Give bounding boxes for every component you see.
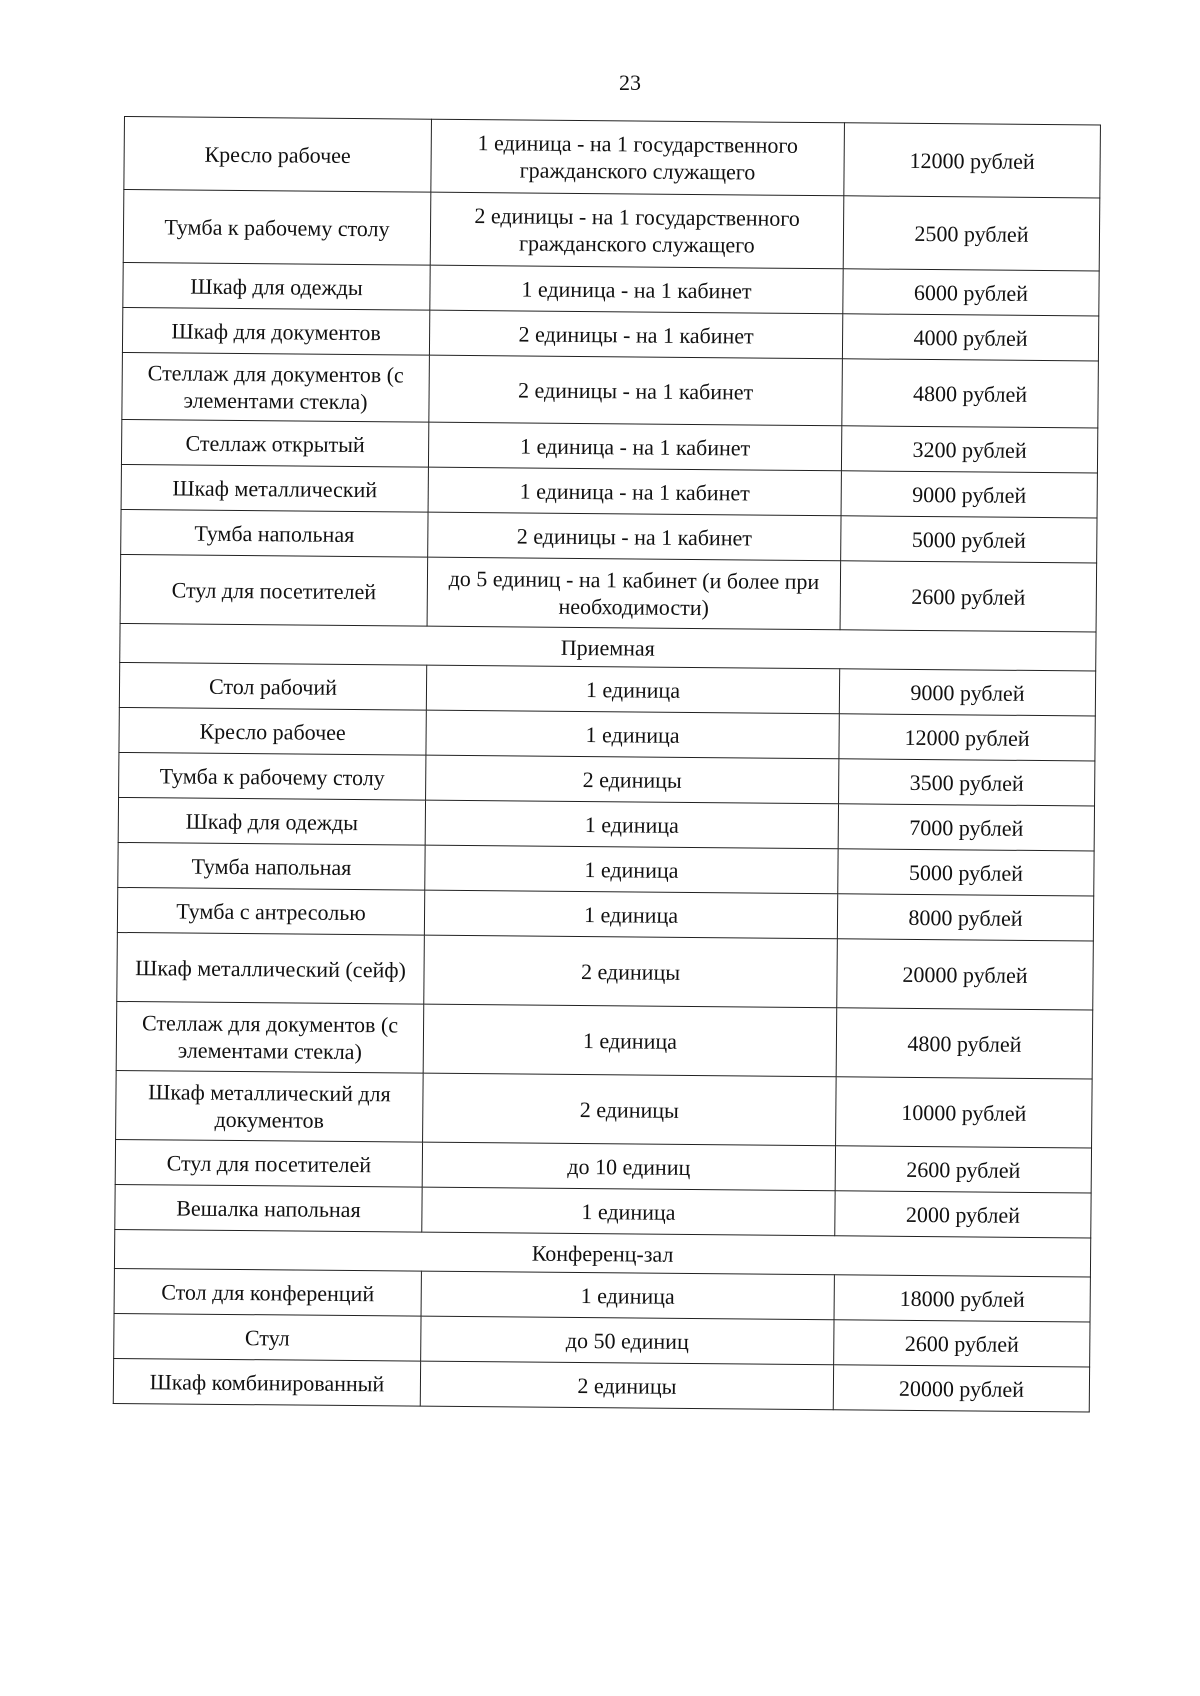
item-quantity-cell: до 50 единиц (421, 1316, 834, 1365)
item-quantity-cell: 1 единица (426, 710, 839, 759)
item-quantity-cell: 1 единица - на 1 кабинет (428, 422, 841, 471)
furniture-norms-table (113, 116, 1101, 1412)
item-quantity-cell: 1 единица (421, 1271, 834, 1320)
item-name-cell: Тумба к рабочему столу (123, 190, 431, 266)
item-price-cell: 10000 рублей (836, 1077, 1093, 1148)
item-quantity-cell: до 10 единиц (422, 1142, 835, 1191)
item-name-cell: Кресло рабочее (124, 117, 432, 193)
item-quantity-cell: 1 единица (424, 890, 837, 939)
table-body (113, 117, 1100, 1412)
section-heading: Приемная (120, 623, 1096, 671)
page-number: 23 (619, 70, 641, 95)
item-name-cell: Стол рабочий (119, 662, 426, 710)
item-name-cell: Тумба с антресолью (117, 887, 424, 935)
item-name-cell: Шкаф для одежды (118, 797, 425, 845)
item-name-cell: Шкаф металлический (121, 464, 428, 512)
item-price-cell: 3500 рублей (839, 759, 1095, 806)
item-quantity-cell: 1 единица - на 1 государственного гражданского служащего (431, 119, 845, 196)
item-price-cell: 18000 рублей (834, 1275, 1090, 1322)
item-price-cell: 9000 рублей (839, 669, 1095, 716)
item-quantity-cell: 2 единицы - на 1 кабинет (429, 355, 843, 426)
item-name-cell: Шкаф для документов (122, 307, 429, 355)
item-name-cell: Стул для посетителей (115, 1139, 422, 1187)
item-quantity-cell: 1 единица (422, 1187, 835, 1236)
item-name-cell: Стеллаж для документов (с элементами стекла) (122, 352, 430, 422)
item-price-cell: 5000 рублей (838, 849, 1094, 896)
item-price-cell: 3200 рублей (841, 426, 1097, 473)
item-price-cell: 20000 рублей (837, 939, 1094, 1010)
item-price-cell: 6000 рублей (843, 269, 1099, 316)
item-name-cell: Шкаф металлический для документов (116, 1070, 424, 1142)
item-price-cell: 9000 рублей (841, 471, 1097, 518)
item-quantity-cell: 2 единицы (423, 1073, 837, 1146)
item-name-cell: Шкаф для одежды (123, 262, 430, 310)
table-row (113, 1358, 1089, 1412)
item-price-cell: 4800 рублей (842, 359, 1099, 428)
item-price-cell: 12000 рублей (839, 714, 1095, 761)
item-price-cell: 2600 рублей (840, 561, 1097, 632)
item-quantity-cell: 2 единицы - на 1 государственного гражданского служащего (430, 192, 844, 269)
item-name-cell: Вешалка напольная (115, 1184, 422, 1232)
item-price-cell: 20000 рублей (833, 1365, 1089, 1412)
table-row (116, 1070, 1093, 1148)
section-heading: Конференц-зал (114, 1229, 1090, 1277)
item-price-cell: 12000 рублей (844, 123, 1101, 198)
table-row (123, 190, 1100, 272)
item-name-cell: Стул (114, 1313, 421, 1361)
item-quantity-cell: 1 единица - на 1 кабинет (428, 467, 841, 516)
item-quantity-cell: 1 единица (426, 665, 839, 714)
item-name-cell: Тумба напольная (121, 509, 428, 557)
item-name-cell: Шкаф металлический (сейф) (117, 932, 425, 1004)
table-row (117, 932, 1094, 1010)
item-name-cell: Кресло рабочее (119, 707, 426, 755)
item-price-cell: 2600 рублей (835, 1146, 1091, 1193)
item-price-cell: 2500 рублей (843, 196, 1100, 271)
item-name-cell: Стеллаж для документов (с элементами стекла) (116, 1001, 424, 1073)
item-quantity-cell: 2 единицы (420, 1361, 833, 1410)
item-price-cell: 8000 рублей (837, 894, 1093, 941)
item-name-cell: Тумба напольная (118, 842, 425, 890)
item-quantity-cell: 2 единицы - на 1 кабинет (428, 512, 841, 561)
item-quantity-cell: 1 единица - на 1 кабинет (430, 265, 843, 314)
item-quantity-cell: до 5 единиц - на 1 кабинет (и более при необходимости) (427, 557, 841, 630)
table-row (122, 352, 1099, 428)
item-quantity-cell: 1 единица (423, 1004, 837, 1077)
item-price-cell: 4000 рублей (842, 314, 1098, 361)
item-quantity-cell: 1 единица (425, 845, 838, 894)
item-quantity-cell: 2 единицы (424, 935, 838, 1008)
item-quantity-cell: 1 единица (425, 800, 838, 849)
item-price-cell: 2600 рублей (834, 1320, 1090, 1367)
item-price-cell: 5000 рублей (841, 516, 1097, 563)
item-price-cell: 7000 рублей (838, 804, 1094, 851)
item-price-cell: 2000 рублей (835, 1191, 1091, 1238)
table-row (120, 554, 1097, 632)
table-row (124, 117, 1101, 199)
item-name-cell: Стол для конференций (114, 1268, 421, 1316)
item-name-cell: Стул для посетителей (120, 554, 428, 626)
item-quantity-cell: 2 единицы - на 1 кабинет (429, 310, 842, 359)
item-quantity-cell: 2 единицы (426, 755, 839, 804)
table-row (116, 1001, 1093, 1079)
item-name-cell: Шкаф комбинированный (113, 1358, 420, 1406)
item-price-cell: 4800 рублей (836, 1008, 1093, 1079)
item-name-cell: Стеллаж открытый (121, 419, 428, 467)
item-name-cell: Тумба к рабочему столу (119, 752, 426, 800)
